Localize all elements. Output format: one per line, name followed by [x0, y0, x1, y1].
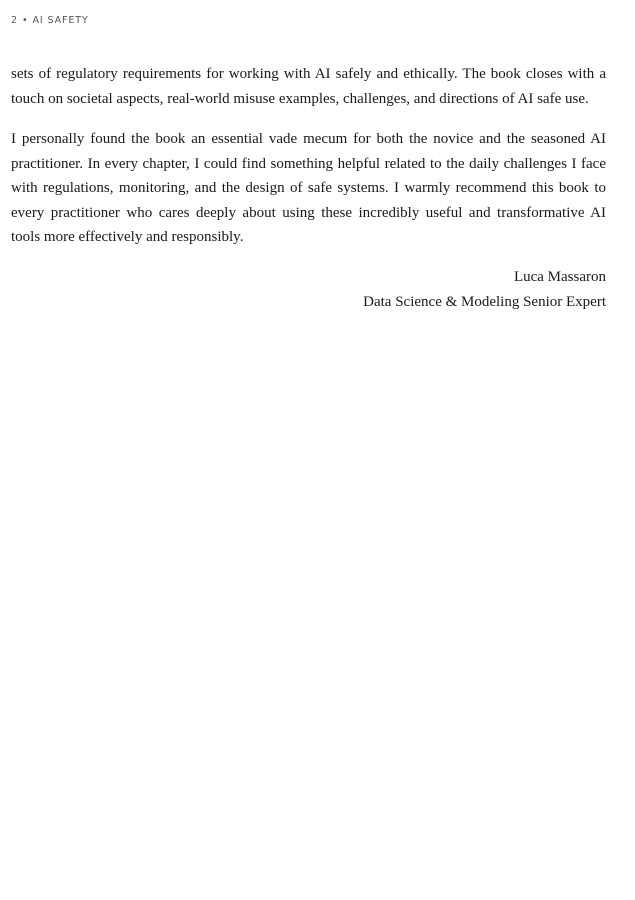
- paragraph: sets of regulatory requirements for working with AI safely and ethically. The book closes with a touch on societal aspects, real-world misuse examples, challenges, and directions of AI safe use.: [11, 66, 606, 107]
- body-text: [11, 62, 606, 266]
- running-header: [11, 15, 89, 26]
- signature-block: [363, 265, 606, 314]
- header-separator: •: [21, 15, 29, 26]
- book-title: AI SAFETY: [32, 15, 89, 26]
- paragraph: I personally found the book an essential vade mecum for both the novice and the seasoned AI practitioner. In every chapter, I could find something helpful related to the daily challenges I face with regulations, monitoring, and the design of safe systems. I warmly recommend this book to every practitioner who cares deeply about using these incredibly useful and transformative AI tools more effectively and responsibly.: [11, 131, 606, 245]
- author-role: Data Science & Modeling Senior Expert: [363, 293, 606, 310]
- page-number: 2: [11, 15, 18, 26]
- author-name: Luca Massaron: [513, 269, 606, 285]
